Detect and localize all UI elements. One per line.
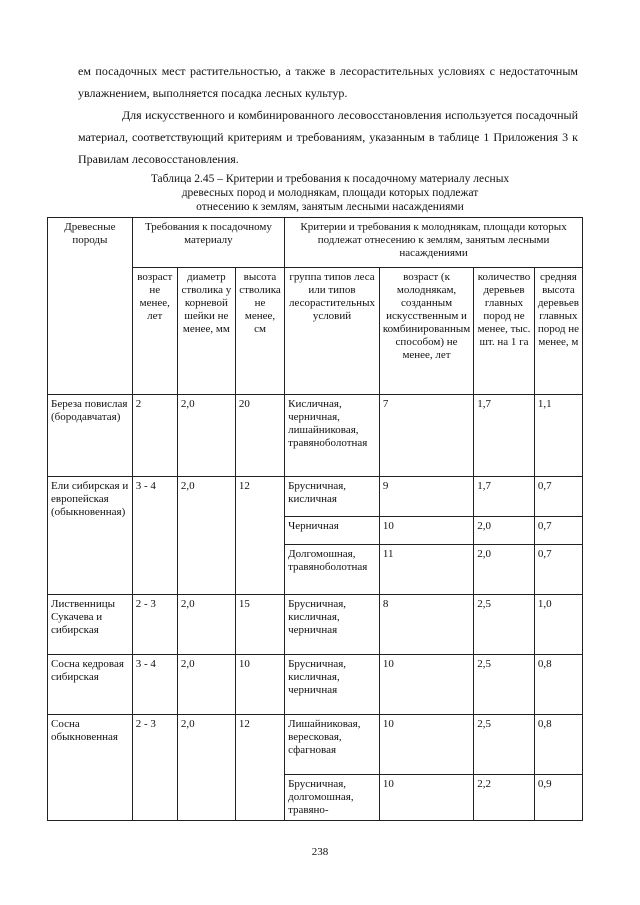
header-species: Древесные породы [48, 218, 133, 395]
avg-height-cell: 0,7 [534, 545, 582, 595]
height-cell: 12 [235, 477, 284, 595]
table-row [48, 715, 583, 775]
avg-height-cell: 1,1 [534, 395, 582, 477]
count-cell: 2,0 [474, 517, 535, 545]
count-cell: 1,7 [474, 477, 535, 517]
header-row-1 [48, 218, 583, 268]
count-cell: 2,2 [474, 775, 535, 821]
forest-type-cell: Лишайниковая, вересковая, сфагновая [285, 715, 380, 775]
age-cell: 2 [132, 395, 177, 477]
requirements-table [47, 217, 583, 821]
height-cell: 15 [235, 595, 284, 655]
header-height: высота стволика не менее, см [235, 268, 284, 395]
count-cell: 2,5 [474, 595, 535, 655]
diameter-cell: 2,0 [177, 395, 235, 477]
avg-height-cell: 1,0 [534, 595, 582, 655]
caption-line-1: Таблица 2.45 – Критерии и требования к посадочному материалу лесных [150, 173, 510, 185]
header-group-planting: Требования к посадочному материалу [132, 218, 284, 268]
forest-type-cell: Черничная [285, 517, 380, 545]
young-age-cell: 10 [379, 517, 473, 545]
table-caption [78, 172, 582, 214]
forest-type-cell: Брусничная, кисличная, черничная [285, 655, 380, 715]
young-age-cell: 9 [379, 477, 473, 517]
species-cell: Лиственницы Сукачева и сибирская [48, 595, 133, 655]
young-age-cell: 11 [379, 545, 473, 595]
forest-type-cell: Брусничная, кисличная [285, 477, 380, 517]
height-cell: 20 [235, 395, 284, 477]
avg-height-cell: 0,7 [534, 517, 582, 545]
diameter-cell: 2,0 [177, 655, 235, 715]
table-row [48, 655, 583, 715]
table-row [48, 477, 583, 517]
table-row [48, 395, 583, 477]
paragraph-1: ем посадочных мест растительностью, а также в лесорастительных условиях с недостаточным увлажнением, выполняется посадка лесных культур. [78, 64, 578, 100]
header-forest-type: группа типов леса или типов лесорастительных условий [285, 268, 380, 395]
avg-height-cell: 0,8 [534, 715, 582, 775]
diameter-cell: 2,0 [177, 715, 235, 821]
header-young-age: возраст (к молоднякам, созданным искусственным и комбинированным способом) не менее, лет [379, 268, 473, 395]
header-avg-height: средняя высота деревьев главных пород не менее, м [534, 268, 582, 395]
header-diameter: диаметр стволика у корневой шейки не менее, мм [177, 268, 235, 395]
species-cell: Сосна кедровая сибирская [48, 655, 133, 715]
page-number: 238 [311, 846, 329, 858]
count-cell: 1,7 [474, 395, 535, 477]
header-age: возраст не менее, лет [132, 268, 177, 395]
header-count: количество деревьев главных пород не менее, тыс. шт. на 1 га [474, 268, 535, 395]
forest-type-cell: Брусничная, долгомошная, травяно- [285, 775, 380, 821]
caption-line-2: древесных пород и молоднякам, площади которых подлежат [181, 187, 479, 199]
count-cell: 2,5 [474, 715, 535, 775]
species-cell: Береза повислая (бородавчатая) [48, 395, 133, 477]
young-age-cell: 10 [379, 775, 473, 821]
height-cell: 12 [235, 715, 284, 821]
age-cell: 3 - 4 [132, 477, 177, 595]
avg-height-cell: 0,9 [534, 775, 582, 821]
age-cell: 3 - 4 [132, 655, 177, 715]
forest-type-cell: Кисличная, черничная, лишайниковая, травяноболотная [285, 395, 380, 477]
species-cell: Сосна обыкновенная [48, 715, 133, 821]
forest-type-cell: Брусничная, кисличная, черничная [285, 595, 380, 655]
height-cell: 10 [235, 655, 284, 715]
young-age-cell: 10 [379, 655, 473, 715]
forest-type-cell: Долгомошная, травяноболотная [285, 545, 380, 595]
avg-height-cell: 0,7 [534, 477, 582, 517]
age-cell: 2 - 3 [132, 715, 177, 821]
diameter-cell: 2,0 [177, 477, 235, 595]
header-group-young: Критерии и требования к молоднякам, площади которых подлежат отнесению к землям, занятым лесными насаждениями [285, 218, 583, 268]
count-cell: 2,0 [474, 545, 535, 595]
species-cell: Ели сибирская и европейская (обыкновенная) [48, 477, 133, 595]
diameter-cell: 2,0 [177, 595, 235, 655]
avg-height-cell: 0,8 [534, 655, 582, 715]
paragraph-2: Для искусственного и комбинированного лесовосстановления используется посадочный материал, соответствующий критериям и требованиям, указанным в таблице 1 Приложения 3 к Правилам лесовосстановления. [78, 108, 578, 166]
young-age-cell: 7 [379, 395, 473, 477]
young-age-cell: 8 [379, 595, 473, 655]
age-cell: 2 - 3 [132, 595, 177, 655]
table-row [48, 595, 583, 655]
caption-line-3: отнесению к землям, занятым лесными насаждениями [196, 201, 464, 213]
count-cell: 2,5 [474, 655, 535, 715]
young-age-cell: 10 [379, 715, 473, 775]
